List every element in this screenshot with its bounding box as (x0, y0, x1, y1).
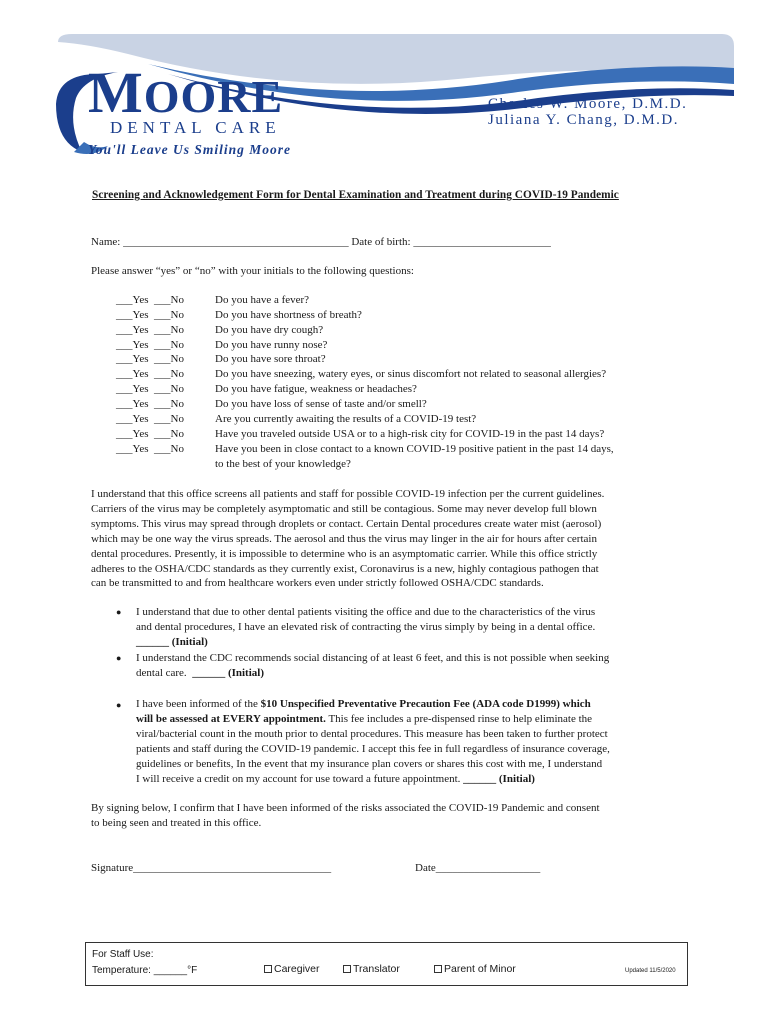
bullet-2 (136, 651, 696, 681)
bullet-1-line-1: I understand that due to other dental patients visiting the office and due to the characteristics of the virus (136, 606, 596, 618)
bullet-dot-icon: ● (116, 700, 122, 710)
consent-line-2: to being seen and treated in this office. (91, 816, 262, 829)
consent-statement (91, 801, 691, 831)
staff-use-title: For Staff Use: (92, 949, 154, 960)
temperature-field[interactable]: Temperature: ______°F (92, 965, 198, 976)
question-text: Do you have runny nose? (215, 338, 328, 351)
question-text: Do you have loss of sense of taste and/or smell? (215, 397, 427, 410)
translator-option[interactable] (343, 963, 400, 975)
paragraph-line: symptoms. This virus may spread through droplets or contact. Certain Dental procedures create water mist (aerosol) (91, 517, 602, 530)
yes-no-answer-field[interactable]: ___Yes ___No (116, 442, 184, 455)
consent-line-1: By signing below, I confirm that I have been informed of the risks associated the COVID-19 Pandemic and consent (91, 802, 600, 814)
translator-label: Translator (353, 963, 400, 975)
yes-no-answer-field[interactable]: ___Yes ___No (116, 397, 184, 410)
paragraph-line: adheres to the OSHA/CDC standards as they currently exist, Coronavirus is a new, highly contagious pathogen that (91, 562, 599, 575)
bullet-dot-icon: ● (116, 653, 122, 663)
bullet-3-every-appointment: will be assessed at EVERY appointment. (136, 712, 326, 725)
logo-initial: M (88, 60, 144, 125)
yes-no-answer-field[interactable]: ___Yes ___No (116, 338, 184, 351)
bullet-2-line-1: I understand the CDC recommends social distancing of at least 6 feet, and this is not possible when seeking (136, 652, 610, 664)
logo-rest: OORE (143, 71, 284, 122)
paragraph-line: which may be one way the virus spreads. The aerosol and thus the virus may linger in the air for hours after certain (91, 532, 597, 545)
question-text: Do you have dry cough? (215, 323, 324, 336)
bullet-2-initial[interactable]: ______ (Initial) (192, 666, 264, 679)
paragraph-line: Carriers of the virus may be completely asymptomatic and still be contagious. Some may never develop full blown (91, 502, 597, 515)
instructions: Please answer “yes” or “no” with your initials to the following questions: (91, 265, 414, 277)
name-dob-line[interactable]: Name: _________________________________________ Date of birth: _________________________ (91, 236, 551, 248)
yes-no-answer-field[interactable]: ___Yes ___No (116, 383, 184, 396)
bullet-3-line-3: viral/bacterial count in the mouth prior to dental procedures. This measure has been taken to further protect (136, 727, 608, 740)
signature-field[interactable]: Signature____________________________________ (91, 862, 332, 874)
bullet-1-initial[interactable]: ______ (Initial) (136, 635, 208, 648)
bullet-3-fee: $10 Unspecified Preventative Precaution Fee (ADA code D1999) which (260, 698, 591, 710)
bullet-3-intro: I have been informed of the (136, 698, 261, 710)
yes-no-answer-field[interactable]: ___Yes ___No (116, 294, 184, 306)
question-text: Do you have a fever? (215, 294, 310, 306)
logo-tagline: You'll Leave Us Smiling Moore (88, 142, 292, 157)
yes-no-answer-field[interactable]: ___Yes ___No (116, 353, 184, 366)
caregiver-option[interactable] (264, 963, 320, 975)
bullet-1-line-2: and dental procedures, I have an elevated risk of contracting the virus simply by being in a dental office. (136, 620, 596, 633)
translator-checkbox[interactable] (343, 965, 351, 973)
paragraph-line: can be transmitted to and from healthcare workers even under strictly followed OSHA/CDC standards. (91, 577, 544, 590)
caregiver-checkbox[interactable] (264, 965, 272, 973)
question-text: Have you been in close contact to a known COVID-19 positive patient in the past 14 days, (215, 442, 614, 455)
yes-no-answer-field[interactable]: ___Yes ___No (116, 368, 184, 381)
paragraph-line: I understand that this office screens all patients and staff for possible COVID-19 infection per the current guidelines. (91, 488, 605, 500)
bullet-3-line-5: guidelines or benefits, In the event that my insurance plan covers or shares this cost with me, I understand (136, 757, 603, 770)
parent-of-minor-checkbox[interactable] (434, 965, 442, 973)
paragraph-line: dental procedures. Presently, it is impossible to determine who is an asymptomatic carrier. While this office strictly (91, 547, 598, 560)
yes-no-answer-field[interactable]: ___Yes ___No (116, 308, 184, 321)
logo-subtitle: DENTAL CARE (110, 118, 281, 137)
form-title: Screening and Acknowledgement Form for Dental Examination and Treatment during COVID-19 Pandemic (92, 189, 619, 201)
question-text: Do you have fatigue, weakness or headaches? (215, 383, 417, 396)
staff-use-box (85, 942, 688, 986)
parent-of-minor-label: Parent of Minor (444, 963, 516, 975)
date-field[interactable]: Date___________________ (415, 862, 541, 874)
risk-paragraph (91, 487, 691, 591)
bullet-dot-icon: ● (116, 607, 122, 617)
question-text: Are you currently awaiting the results of a COVID-19 test? (215, 412, 477, 425)
bullet-1 (136, 605, 696, 650)
question-11-continued: to the best of your knowledge? (215, 458, 351, 470)
bullet-2-line-2: dental care. (136, 666, 187, 679)
doctor-name-2: Juliana Y. Chang, D.M.D. (488, 112, 679, 128)
bullet-3-initial[interactable]: ______ (Initial) (463, 772, 535, 785)
logo-wordmark (88, 60, 284, 125)
bullet-3-line-2: This fee includes a pre-dispensed rinse to help eliminate the (325, 712, 593, 725)
caregiver-label: Caregiver (274, 963, 320, 975)
bullet-3-line-4: patients and staff during the COVID-19 pandemic. I accept this fee in full regardless of insurance coverage, (136, 742, 610, 755)
parent-of-minor-option[interactable] (434, 963, 516, 975)
yes-no-answer-field[interactable]: ___Yes ___No (116, 412, 184, 425)
doctor-name-1: Charles W. Moore, D.M.D. (488, 96, 688, 112)
bullet-3-line-6: I will receive a credit on my account for use toward a future appointment. (136, 772, 461, 785)
question-text: Do you have sore throat? (215, 353, 326, 366)
yes-no-answer-field[interactable]: ___Yes ___No (116, 323, 184, 336)
updated-date: Updated 11/5/2020 (625, 968, 676, 974)
question-text: Do you have shortness of breath? (215, 308, 362, 321)
bullet-3 (136, 697, 696, 786)
yes-no-answer-field[interactable]: ___Yes ___No (116, 427, 184, 440)
question-text: Do you have sneezing, watery eyes, or sinus discomfort not related to seasonal allergies? (215, 368, 607, 381)
question-text: Have you traveled outside USA or to a high-risk city for COVID-19 in the past 14 days? (215, 427, 605, 440)
